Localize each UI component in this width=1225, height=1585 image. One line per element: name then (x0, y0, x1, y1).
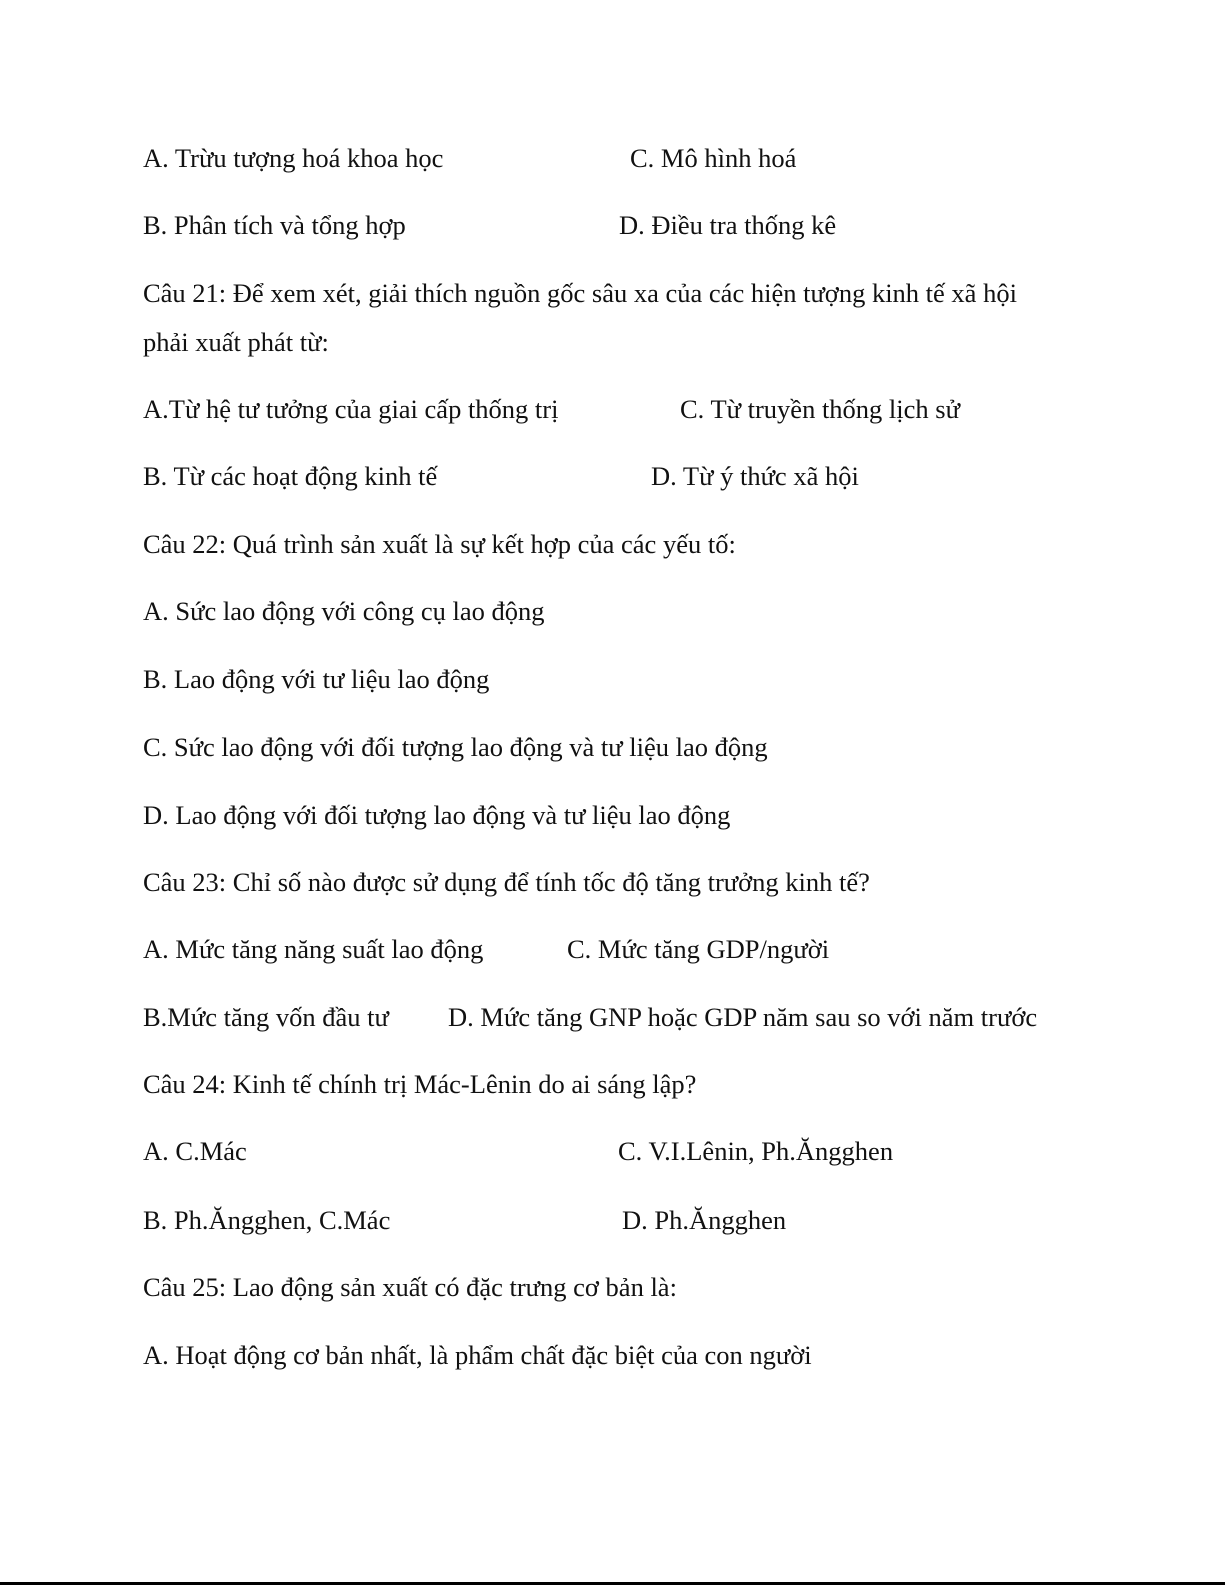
answer-a-q20: A. Trừu tượng hoá khoa học (143, 143, 444, 173)
answer-c-q20: C. Mô hình hoá (630, 143, 797, 173)
answer-a-q24: A. C.Mác (143, 1136, 247, 1166)
answer-b-q23: B.Mức tăng vốn đầu tư (143, 1002, 389, 1032)
answer-d-q24: D. Ph.Ăngghen (622, 1205, 787, 1235)
answer-a-q23: A. Mức tăng năng suất lao động (143, 934, 484, 964)
answer-b-q24: B. Ph.Ăngghen, C.Mác (143, 1205, 391, 1235)
answer-c-q23: C. Mức tăng GDP/người (567, 934, 830, 964)
answer-d-q21: D. Từ ý thức xã hội (651, 461, 859, 491)
answer-a-q21: A.Từ hệ tư tưởng của giai cấp thống trị (143, 394, 559, 424)
answer-c-q24: C. V.I.Lênin, Ph.Ăngghen (618, 1136, 894, 1166)
answer-a-q25: A. Hoạt động cơ bản nhất, là phẩm chất đặc biệt của con người (143, 1340, 812, 1370)
question-22: Câu 22: Quá trình sản xuất là sự kết hợp của các yếu tố: (143, 529, 736, 559)
answer-d-q20: D. Điều tra thống kê (619, 210, 837, 240)
question-24: Câu 24: Kinh tế chính trị Mác-Lênin do ai sáng lập? (143, 1069, 697, 1099)
answer-b-q22: B. Lao động với tư liệu lao động (143, 664, 490, 694)
question-25: Câu 25: Lao động sản xuất có đặc trưng cơ bản là: (143, 1272, 677, 1302)
answer-d-q22: D. Lao động với đối tượng lao động và tư liệu lao động (143, 800, 731, 830)
answer-c-q21: C. Từ truyền thống lịch sử (680, 394, 960, 424)
question-21: Câu 21: Để xem xét, giải thích nguồn gốc sâu xa của các hiện tượng kinh tế xã hội (143, 278, 1017, 308)
answer-b-q20: B. Phân tích và tổng hợp (143, 210, 406, 240)
answer-a-q22: A. Sức lao động với công cụ lao động (143, 596, 545, 626)
question-23: Câu 23: Chỉ số nào được sử dụng để tính tốc độ tăng trưởng kinh tế? (143, 867, 870, 897)
answer-c-q22: C. Sức lao động với đối tượng lao động và tư liệu lao động (143, 732, 768, 762)
answer-b-q21: B. Từ các hoạt động kinh tế (143, 461, 438, 491)
answer-d-q23: D. Mức tăng GNP hoặc GDP năm sau so với năm trước (448, 1002, 1038, 1032)
question-21-continued: phải xuất phát từ: (143, 327, 329, 357)
